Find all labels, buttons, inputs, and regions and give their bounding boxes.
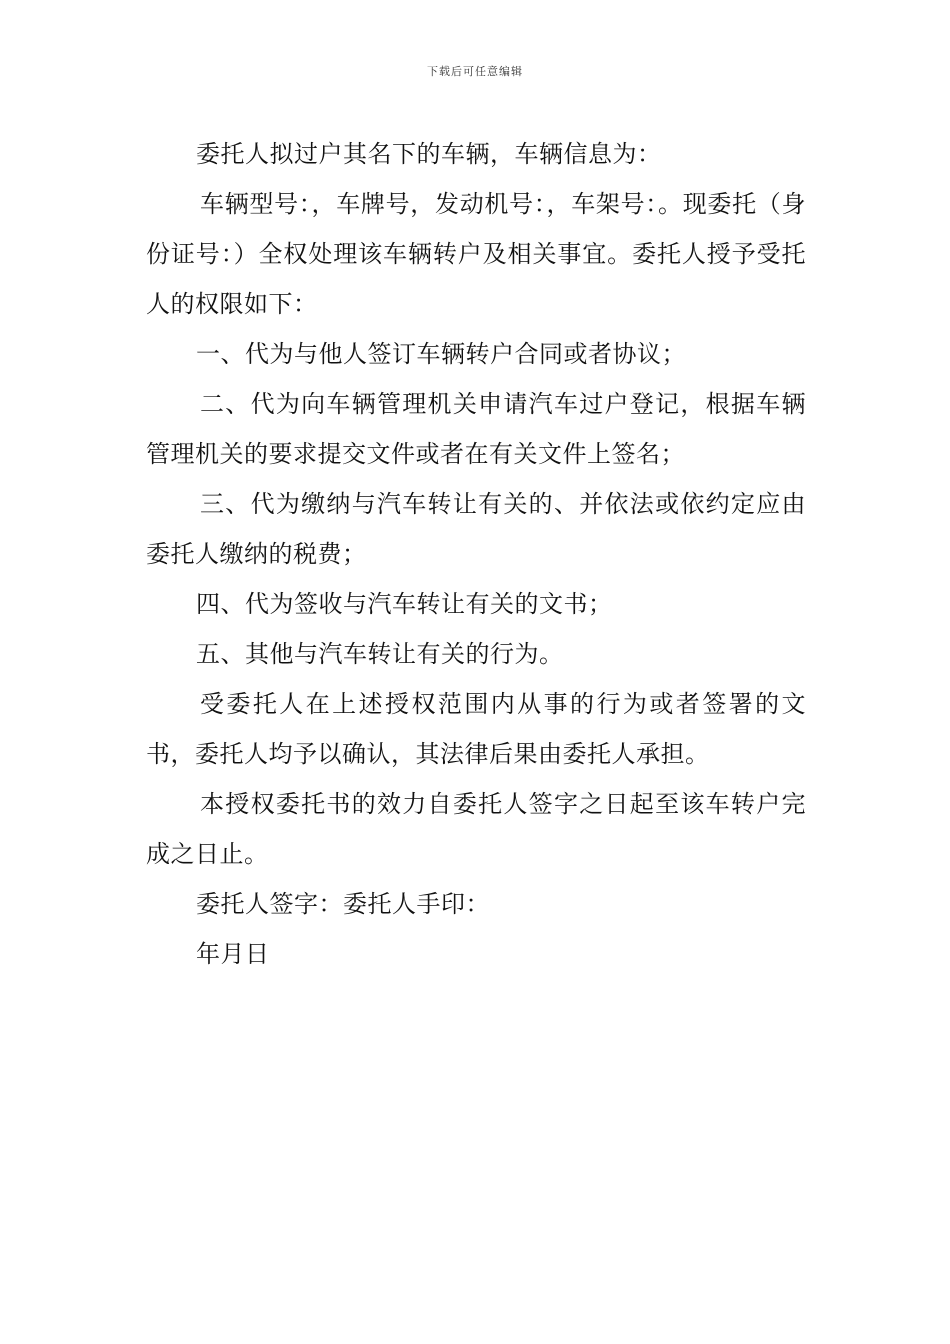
paragraph-confirmation: 受委托人在上述授权范围内从事的行为或者签署的文书，委托人均予以确认，其法律后果由委托人承担。 <box>146 690 806 768</box>
document-body <box>146 129 806 979</box>
signature-line: 委托人签字：委托人手印： <box>196 890 490 918</box>
date-line: 年月日 <box>196 940 270 968</box>
paragraph-intro: 委托人拟过户其名下的车辆，车辆信息为： <box>196 140 662 168</box>
header-note: 下载后可任意编辑 <box>427 65 523 78</box>
paragraph-item-1: 一、代为与他人签订车辆转户合同或者协议； <box>196 340 686 368</box>
paragraph-vehicle-info: 车辆型号：，车牌号，发动机号：，车架号：。现委托（身份证号：）全权处理该车辆转户及相关事宜。委托人授予受托人的权限如下： <box>146 190 806 318</box>
paragraph-item-2: 二、代为向车辆管理机关申请汽车过户登记，根据车辆管理机关的要求提交文件或者在有关文件上签名； <box>146 390 806 468</box>
paragraph-item-4: 四、代为签收与汽车转让有关的文书； <box>196 590 613 618</box>
paragraph-item-3: 三、代为缴纳与汽车转让有关的、并依法或依约定应由委托人缴纳的税费； <box>146 490 806 568</box>
paragraph-validity: 本授权委托书的效力自委托人签字之日起至该车转户完成之日止。 <box>146 790 806 868</box>
paragraph-item-5: 五、其他与汽车转让有关的行为。 <box>196 640 564 668</box>
